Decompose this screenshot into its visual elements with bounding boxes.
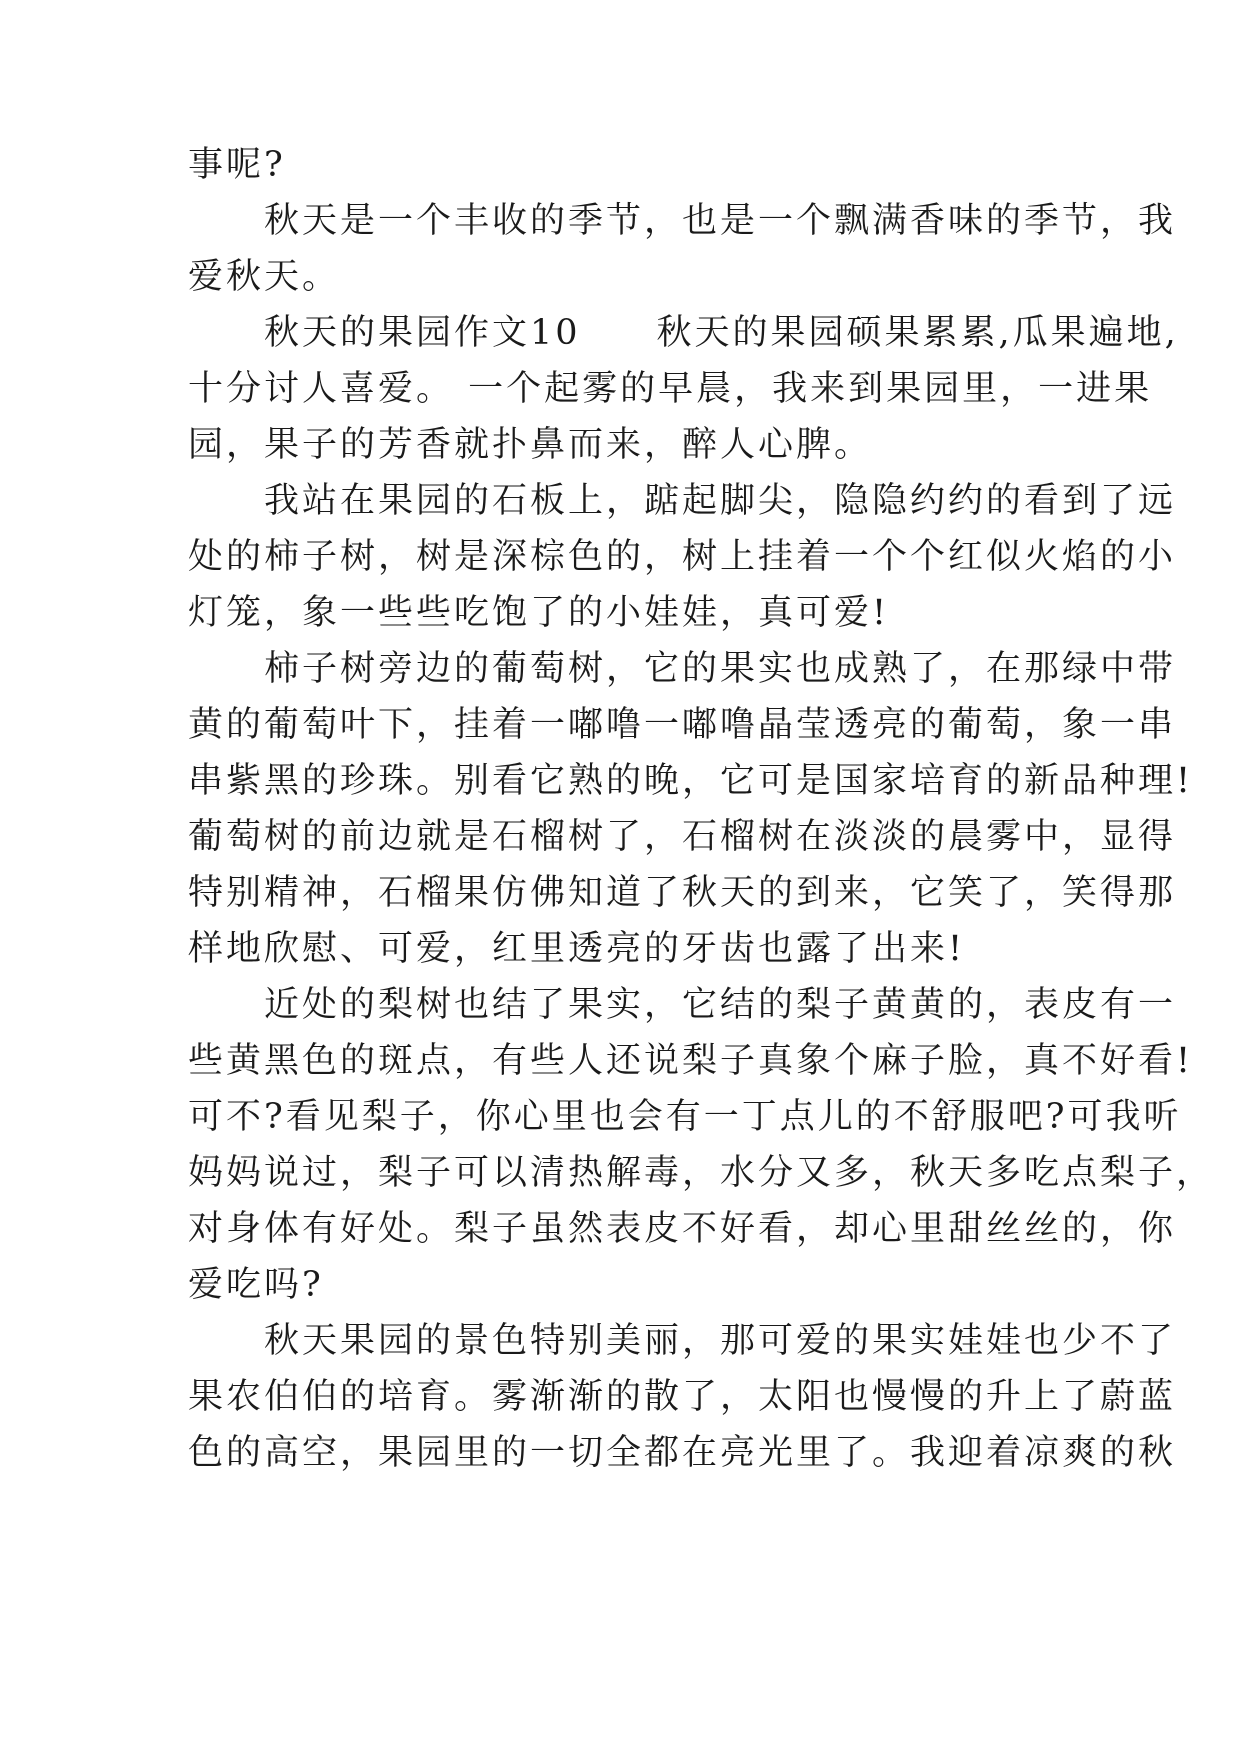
text-line: 样地欣慰、可爱，红里透亮的牙齿也露了出来! bbox=[188, 929, 966, 969]
text-line: 爱秋天。 bbox=[188, 257, 341, 297]
text-line: 柿子树旁边的葡萄树，它的果实也成熟了，在那绿中带 bbox=[188, 649, 1177, 689]
text-line: 串紫黑的珍珠。别看它熟的晚，它可是国家培育的新品种理! bbox=[188, 761, 1194, 801]
text-line: 妈妈说过，梨子可以清热解毒，水分又多，秋天多吃点梨子， bbox=[188, 1153, 1215, 1193]
text-line: 处的柿子树，树是深棕色的，树上挂着一个个红似火焰的小 bbox=[188, 537, 1177, 577]
text-line: 些黄黑色的斑点，有些人还说梨子真象个麻子脸，真不好看! bbox=[188, 1041, 1194, 1081]
text-line: 特别精神，石榴果仿佛知道了秋天的到来，它笑了，笑得那 bbox=[188, 873, 1177, 913]
text-line: 我站在果园的石板上，踮起脚尖，隐隐约约的看到了远 bbox=[188, 481, 1177, 521]
text-line: 果农伯伯的培育。雾渐渐的散了，太阳也慢慢的升上了蔚蓝 bbox=[188, 1377, 1177, 1417]
text-line: 秋天是一个丰收的季节，也是一个飘满香味的季节，我 bbox=[188, 201, 1177, 241]
text-line: 十分讨人喜爱。 一个起雾的早晨，我来到果园里，一进果 bbox=[188, 369, 1153, 409]
text-line: 黄的葡萄叶下，挂着一嘟噜一嘟噜晶莹透亮的葡萄，象一串 bbox=[188, 705, 1177, 745]
text-line: 秋天的果园作文10 秋天的果园硕果累累,瓜果遍地, bbox=[188, 313, 1179, 353]
text-line: 秋天果园的景色特别美丽，那可爱的果实娃娃也少不了 bbox=[188, 1321, 1177, 1361]
text-line: 园，果子的芳香就扑鼻而来，醉人心脾。 bbox=[188, 425, 873, 465]
text-line: 对身体有好处。梨子虽然表皮不好看，却心里甜丝丝的，你 bbox=[188, 1209, 1177, 1249]
text-line: 近处的梨树也结了果实，它结的梨子黄黄的，表皮有一 bbox=[188, 985, 1177, 1025]
text-line: 事呢? bbox=[188, 145, 286, 185]
text-line: 灯笼，象一些些吃饱了的小娃娃，真可爱! bbox=[188, 593, 890, 633]
text-line: 葡萄树的前边就是石榴树了，石榴树在淡淡的晨雾中，显得 bbox=[188, 817, 1177, 857]
text-line: 爱吃吗? bbox=[188, 1265, 324, 1305]
text-line: 可不?看见梨子，你心里也会有一丁点儿的不舒服吧?可我听 bbox=[188, 1097, 1182, 1137]
text-line: 色的高空，果园里的一切全都在亮光里了。我迎着凉爽的秋 bbox=[188, 1433, 1177, 1473]
